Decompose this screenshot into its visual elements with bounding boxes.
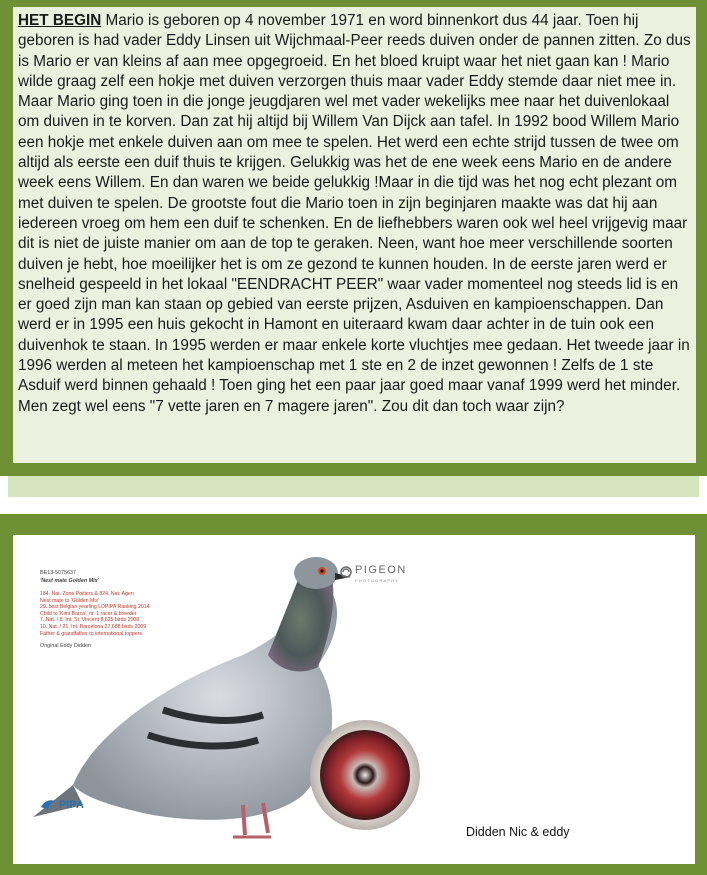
- pigeon-photography-logo: [340, 560, 407, 583]
- pedigree-line: 184. Nat. Zone Poitiers & 824. Nat. Agen: [40, 591, 134, 597]
- brand-subtitle: PHOTOGRAPHY: [355, 578, 400, 583]
- pedigree-line: 7. Nat. / 8. Int. St. Vincent 8,625 birds 2008: [40, 617, 140, 624]
- article-text: [18, 11, 692, 417]
- pigeon-nickname: 'Nest mate Golden Mix': [40, 578, 99, 584]
- camera-lens-icon: [340, 566, 352, 578]
- pedigree-line: Child to 'Kimi Barca', nr. 1 racer & breeder: [40, 610, 137, 617]
- pedigree-line: Nest mate to 'Golden Mix': [40, 597, 100, 604]
- pedigree-line: 10. Nat. / 21. Int. Barcelona 27,688 birds 2009: [40, 623, 147, 630]
- pedigree-line: 29. best Belgian yearling LDPIPA Ranking 2014: [40, 604, 150, 611]
- pedigree-origin: Original Eddy Didden: [40, 643, 91, 650]
- pipa-logo: [40, 798, 84, 812]
- brand-name: PIGEON: [355, 564, 407, 576]
- photo-caption: Didden Nic & eddy: [466, 825, 570, 839]
- ring-number: BE13-5075637: [40, 570, 76, 576]
- article-box: [13, 7, 696, 463]
- pigeon-bird-icon: [40, 798, 56, 812]
- article-body: Mario is geboren op 4 november 1971 en word binnenkort dus 44 jaar. Toen hij geboren is had vader Eddy Linsen uit Wijchmaal-Peer reeds duiven onder de pannen zitten. Zo dus is Mario er van kleins af aan mee opgegroeid. En het bloed kruipt waar het niet gaan kan ! Mario wilde graag zelf een hokje met duiven verzorgen thuis maar vader Eddy stemde daar niet mee in. Maar Mario ging toen in die jonge jeugdjaren wel met vader wekelijks mee naar het duivenlokaal om duiven in te korven. Dan zat hij altijd bij Willem Van Dijck aan tafel. In 1992 bood Willem Mario een hokje met enkele duiven aan om mee te spelen. Het werd een echte strijd tussen de twee om altijd als eerste een duif thuis te krijgen. Gelukkig was het de ene week eens Mario en de andere week eens Willem. En dan waren we beide gelukkig !Maar in die tijd was het nog echt plezant om met duiven te spelen. De grootste fout die Mario toen in zijn beginjaren maakte was dat hij aan iedereen vroeg om hem een duif te schenken. En de liefhebbers waren ook wel heel vrijgevig maar dit is niet de juiste manier om aan de top te geraken. Neen, want hoe meer verschillende soorten duiven je hebt, hoe moeilijker het is om ze gezond te kunnen houden. In de eerste jaren werd er snelheid gespeeld in het lokaal "EENDRACHT PEER" waar vader momenteel nog steeds lid is en er goed zijn man kan staan op gebied van eerste prijzen, Asduiven en kampioenschappen. Dan werd er in 1995 een huis gekocht in Hamont en uiteraard kwam daar achter in de tuin ook een duivenhok te staan. In 1995 werden er maar enkele korte vluchtjes mee gedaan. Het tweede jaar in 1996 werden al meteen het kampioenschap met 1 ste en 2 de inzet gewonnen ! Zelfs de 1 ste Asduif werd binnen gehaald ! Toen ging het een paar jaar goed maar vanaf 1999 werd het minder. Men zegt wel eens "7 vette jaren en 7 magere jaren". Zou dit dan toch waar zijn?: [18, 12, 691, 415]
- article-shadow-bar: [8, 476, 699, 497]
- pedigree-line: Father & grandfather to international toppers: [40, 630, 143, 637]
- pedigree-info: [40, 570, 240, 649]
- article-lead: HET BEGIN: [18, 12, 102, 29]
- pipa-label: PIPA: [59, 799, 84, 811]
